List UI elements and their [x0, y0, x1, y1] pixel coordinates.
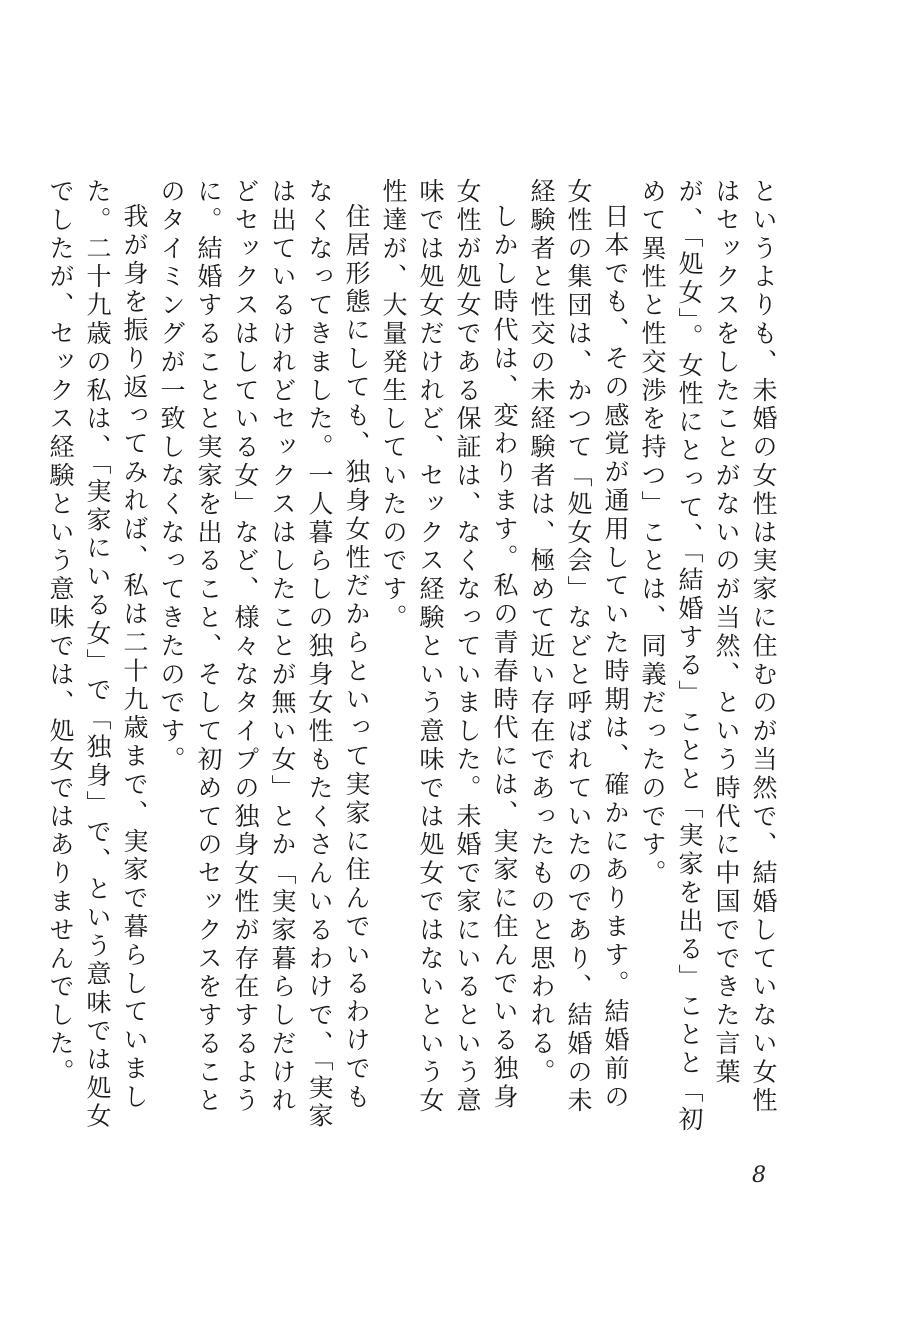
paragraph-3: しかし時代は、変わります。私の青春時代には、実家に住んでいる独身女性が処女である保証は、なくなっていました。未婚で家にいるという意味では処女だけれど、セックス経験という意味では処女ではないという女性達が、大量発生していたのです。 — [379, 178, 519, 1116]
paragraph-4: 住居形態にしても、独身女性だからといって実家に住んでいるわけでもなくなってきました。一人暮らしの独身女性もたくさんいるわけで、「実家は出ているけれどセックスはしたことが無い女」とか「実家暮らしだけれどセックスはしている女」など、様々なタイプの独身女性が存在するように。結婚することと実家を出ること、そして初めてのセックスをすることのタイミングが一致しなくなってきたのです。 — [157, 178, 371, 1132]
paragraph-1: というよりも、未婚の女性は実家に住むのが当然で、結婚していない女性はセックスをしたことがないのが当然、という時代に中国でできた言葉が、「処女」。女性にとって、「結婚する」ことと「実家を出る」ことと「初めて異性と性交渉を持つ」ことは、同義だったのです。 — [638, 178, 778, 1135]
vertical-text-body — [46, 178, 782, 1140]
paragraph-5: 我が身を振り返ってみれば、私は二十九歳まで、実家で暮らしていました。二十九歳の私は、「実家にいる女」で「独身」で、という意味では処女でしたが、セックス経験という意味では、処女ではありませんでした。 — [46, 178, 149, 1132]
paragraph-2: 日本でも、その感覚が通用していた時期は、確かにあります。結婚前の女性の集団は、かつて「処女会」などと呼ばれていたのであり、結婚の未経験者と性交の未経験者は、極めて近い存在であったものと思われる。 — [527, 178, 630, 1116]
page-number: 8 — [752, 1163, 766, 1188]
